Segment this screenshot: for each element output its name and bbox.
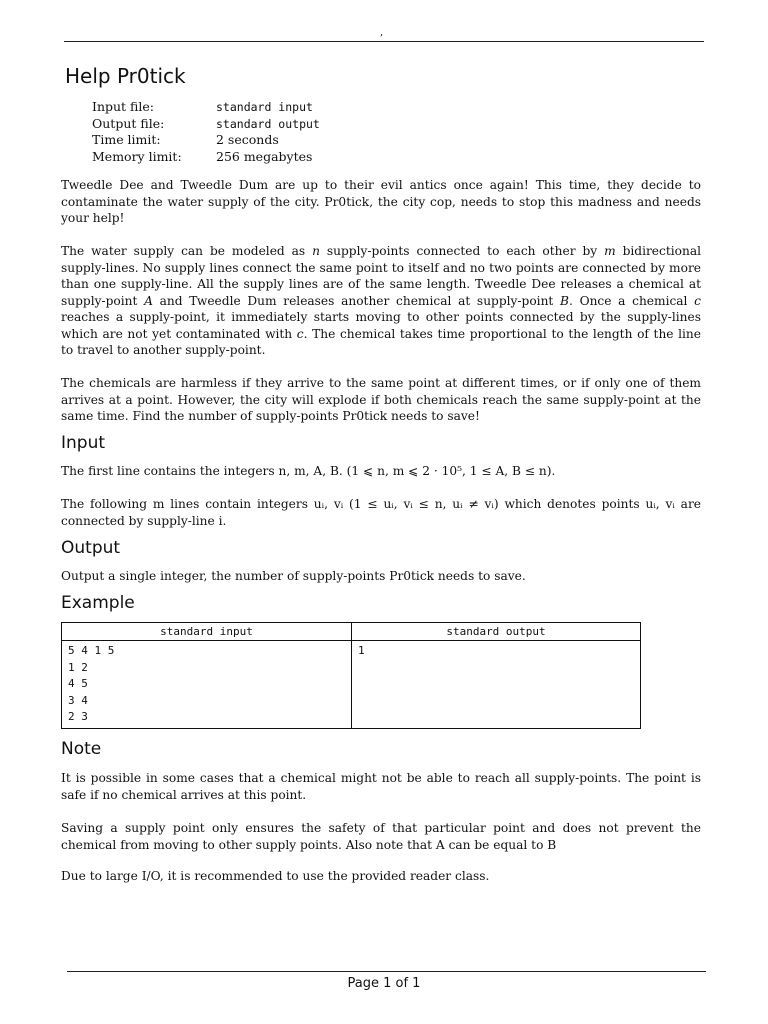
math-var: m	[604, 244, 616, 258]
input-line-2: The following m lines contain integers uᵢ, vᵢ (1 ≤ uᵢ, vᵢ ≤ n, uᵢ ≠ vᵢ) which denotes points uᵢ, vᵢ are connected by supply-line i.	[61, 497, 701, 528]
output-heading: Output	[61, 538, 121, 558]
meta-row-input	[92, 99, 320, 116]
math-var: B	[560, 293, 569, 308]
input-line: 1 2	[68, 660, 88, 674]
meta-value: 256 megabytes	[216, 148, 313, 164]
text-run: . The chemical takes time proportional to the length of the line to travel to another supply-point.	[61, 326, 701, 357]
meta-label: Memory limit:	[92, 148, 182, 164]
math-var: c	[296, 326, 304, 341]
meta-value: 2 seconds	[216, 132, 279, 147]
meta-label: Time limit:	[92, 132, 161, 147]
header-rule	[64, 41, 704, 42]
meta-value: standard input	[216, 100, 313, 114]
problem-title: Help Pr0tick	[65, 64, 186, 88]
text-run: bidirectional supply-lines. No supply lines connect the same point to itself and no two points are connected by more than one supply-line. All the supply lines are of the same length. Tweedle Dee releases a chemical at supply-point	[61, 244, 701, 308]
input-line: 4 5	[68, 677, 88, 690]
example-heading: Example	[61, 593, 135, 613]
footer-rule	[67, 971, 706, 972]
note-heading: Note	[61, 739, 102, 759]
page-number: Page 1 of 1	[347, 976, 421, 991]
note-paragraph-3: Due to large I/O, it is recommended to use the provided reader class.	[61, 869, 490, 883]
input-line: 3 4	[68, 693, 88, 707]
note-paragraph-2: Saving a supply point only ensures the safety of that particular point and does not prevent the chemical from moving to other supply points. Also note that A can be equal to B	[61, 821, 701, 852]
meta-row-time	[92, 132, 320, 149]
input-line-1: The first line contains the integers n, m, A, B. (1 ⩽ n, m ⩽ 2 · 10⁵, 1 ≤ A, B ≤ n).	[61, 464, 556, 478]
input-heading: Input	[61, 433, 106, 453]
text-run: . Once a chemical	[569, 293, 695, 308]
math-var: n	[312, 244, 320, 258]
meta-label: Output file:	[92, 115, 165, 131]
example-input-cell[interactable]	[62, 641, 352, 729]
statement-paragraph-3: The chemicals are harmless if they arrive to the same point at different times, or if only one of them arrives at a point. However, the city will explode if both chemicals reach the same supply-point at the same time. Find the number of supply-points Pr0tick needs to save!	[61, 376, 701, 423]
example-input-header: standard input	[62, 623, 352, 641]
example-header-row	[62, 623, 641, 641]
meta-row-memory	[92, 149, 320, 166]
example-table	[61, 622, 641, 729]
text-run: reaches a supply-point, it immediately starts moving to other points connected by the supply-lines which are not yet contaminated with	[61, 310, 701, 341]
math-var: c	[694, 293, 701, 308]
meta-row-output	[92, 116, 320, 133]
input-line: 2 3	[68, 710, 88, 723]
example-output-header: standard output	[352, 623, 641, 641]
example-data-row	[62, 641, 641, 729]
input-line: 5 4 1 5	[68, 644, 115, 657]
note-paragraph-1: It is possible in some cases that a chemical might not be able to reach all supply-points. The point is safe if no chemical arrives at this point.	[61, 771, 701, 802]
text-run: The water supply can be modeled as	[61, 244, 313, 258]
math-var: A	[144, 293, 153, 308]
output-text: Output a single integer, the number of supply-points Pr0tick needs to save.	[61, 569, 526, 583]
text-run: and Tweedle Dum releases another chemical at supply-point	[152, 293, 561, 308]
meta-value: standard output	[216, 116, 320, 131]
header-mark: ,	[380, 27, 384, 38]
statement-paragraph-1: Tweedle Dee and Tweedle Dum are up to their evil antics once again! This time, they decide to contaminate the water supply of the city. Pr0tick, the city cop, needs to stop this madness and needs your help!	[61, 178, 701, 225]
statement-paragraph-2	[61, 243, 701, 359]
output-line: 1	[358, 644, 365, 657]
problem-meta	[92, 99, 320, 165]
meta-label: Input file:	[92, 99, 154, 114]
text-run: supply-points connected to each other by	[319, 244, 605, 258]
example-output-cell[interactable]	[352, 641, 641, 729]
